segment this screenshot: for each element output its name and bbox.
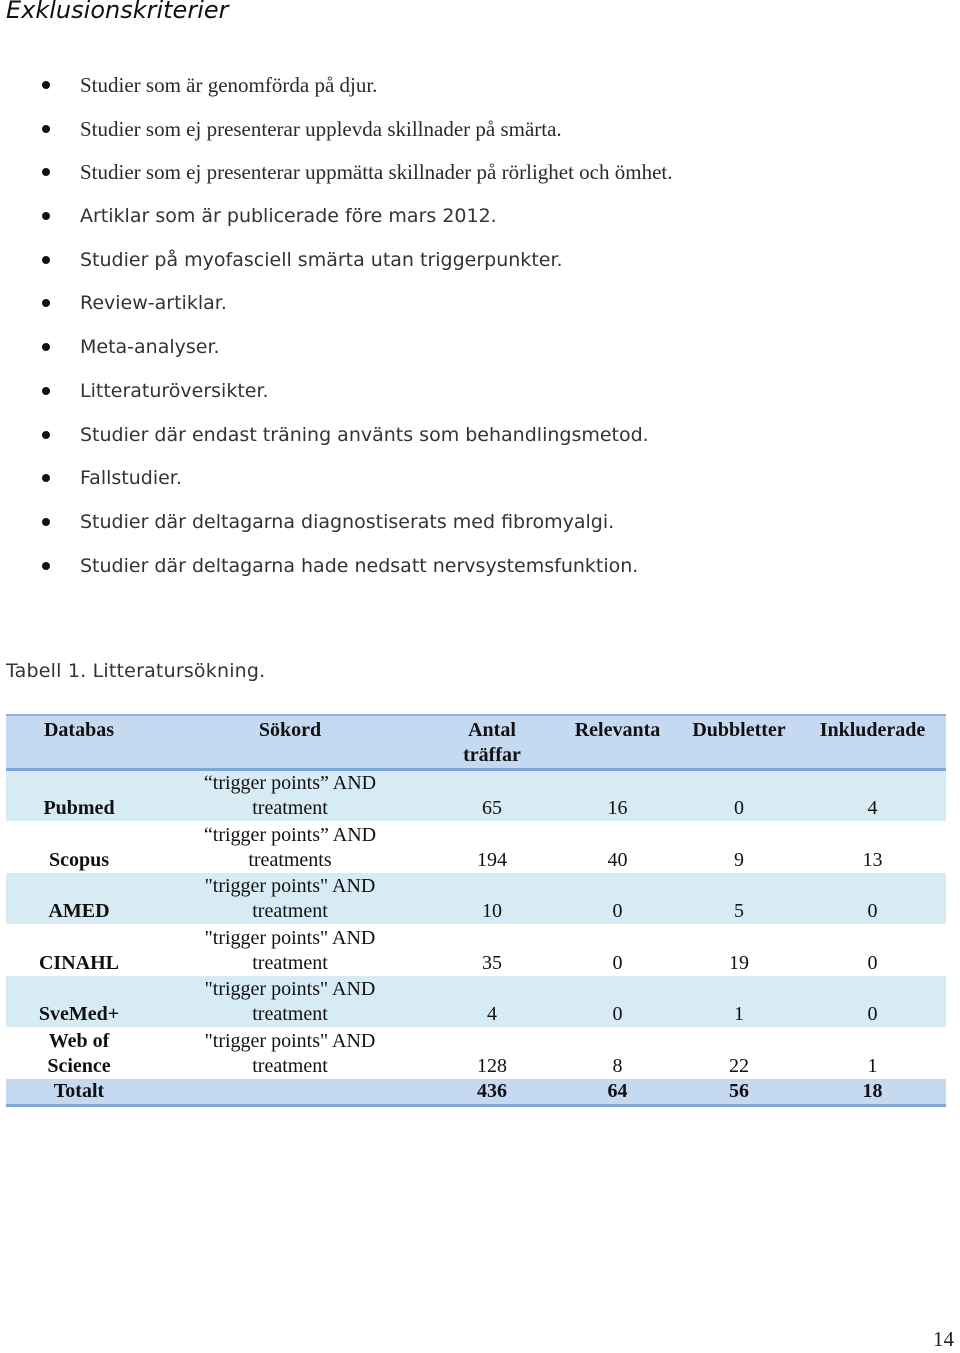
table-row — [6, 770, 946, 822]
terms-line2: treatments — [248, 848, 332, 871]
terms-line1: “trigger points” AND — [203, 823, 377, 846]
page-number: 14 — [933, 1327, 954, 1351]
cell-sokord — [152, 1027, 428, 1079]
cell-total-relevanta: 64 — [607, 1079, 628, 1102]
cell-dubbletter: 1 — [734, 1003, 744, 1025]
bullet-icon — [42, 518, 50, 526]
cell-total-sokord — [152, 1079, 428, 1106]
cell-inkluderade: 0 — [867, 1003, 878, 1025]
terms-line2: treatment — [252, 1054, 328, 1077]
db-line1: Web of — [48, 1029, 110, 1052]
list-item — [0, 153, 673, 197]
cell-total-inkluderade: 18 — [862, 1079, 883, 1102]
cell-relevanta: 40 — [607, 848, 628, 871]
cell-inkluderade: 0 — [867, 951, 878, 974]
db-line2: AMED — [48, 900, 110, 922]
list-item — [0, 197, 673, 241]
header-sokord: Sökord — [258, 719, 322, 741]
cell-antal: 194 — [477, 848, 507, 871]
cell-relevanta: 0 — [612, 1003, 623, 1025]
db-line2: CINAHL — [38, 951, 119, 974]
header-inkluderade: Inkluderade — [819, 719, 926, 741]
list-item — [0, 110, 673, 154]
cell-total-antal: 436 — [477, 1079, 507, 1102]
cell-inkluderade: 13 — [862, 848, 883, 871]
cell-sokord — [152, 976, 428, 1028]
cell-inkluderade: 4 — [867, 797, 878, 819]
list-item-text: Studier som är genomförda på djur. — [80, 73, 378, 97]
cell-relevanta: 16 — [607, 797, 628, 819]
cell-antal: 128 — [477, 1054, 507, 1077]
list-item-text: Review-artiklar. — [80, 292, 227, 315]
bullet-icon — [42, 256, 50, 264]
terms-line2: treatment — [252, 900, 328, 922]
table-row — [6, 924, 946, 976]
list-item-text: Studier där deltagarna diagnostiserats med fibromyalgi. — [80, 510, 615, 533]
literature-search-table — [6, 714, 946, 1107]
list-item-text: Litteraturöversikter. — [80, 379, 269, 402]
list-item — [0, 66, 673, 110]
bullet-icon — [42, 168, 50, 176]
bullet-icon — [42, 125, 50, 133]
cell-databas — [6, 873, 152, 925]
cell-antal: 10 — [482, 900, 502, 922]
cell-dubbletter: 0 — [734, 797, 744, 819]
cell-databas — [6, 770, 152, 822]
cell-relevanta: 8 — [612, 1054, 623, 1077]
cell-dubbletter: 22 — [729, 1054, 749, 1077]
section-heading: Exklusionskriterier — [6, 0, 229, 24]
list-item — [0, 372, 673, 416]
bullet-icon — [42, 387, 50, 395]
cell-sokord — [152, 924, 428, 976]
terms-line1: "trigger points" AND — [204, 1029, 376, 1052]
terms-line2: treatment — [252, 797, 328, 819]
terms-line1: "trigger points" AND — [204, 875, 376, 897]
list-item-text: Studier på myofasciell smärta utan triggerpunkter. — [80, 248, 563, 271]
bullet-icon — [42, 212, 50, 220]
cell-databas — [6, 821, 152, 873]
table-row — [6, 821, 946, 873]
cell-sokord — [152, 873, 428, 925]
bullet-icon — [42, 343, 50, 351]
header-databas: Databas — [43, 719, 114, 741]
cell-relevanta: 0 — [612, 951, 623, 974]
list-item-text: Studier där deltagarna hade nedsatt nervsystemsfunktion. — [80, 554, 639, 577]
cell-total-dubbletter: 56 — [729, 1079, 749, 1102]
terms-line2: treatment — [252, 1003, 328, 1025]
cell-inkluderade: 1 — [867, 1054, 878, 1077]
db-line2: Science — [47, 1054, 111, 1077]
cell-dubbletter: 19 — [729, 951, 749, 974]
cell-sokord — [152, 821, 428, 873]
header-antal-traffar — [428, 715, 556, 770]
bullet-icon — [42, 562, 50, 570]
table-row — [6, 1027, 946, 1079]
db-line2: Pubmed — [43, 797, 115, 819]
terms-line1: "trigger points" AND — [204, 926, 376, 949]
cell-antal: 35 — [482, 951, 502, 974]
list-item — [0, 284, 673, 328]
list-item-text: Studier som ej presenterar upplevda skillnader på smärta. — [80, 116, 562, 141]
list-item — [0, 459, 673, 503]
list-item-text: Artiklar som är publicerade före mars 2012. — [80, 205, 497, 228]
terms-line1: “trigger points” AND — [203, 772, 377, 794]
header-antal-line2: träffar — [463, 744, 521, 766]
table-total-row — [6, 1079, 946, 1106]
header-relevanta: Relevanta — [574, 719, 661, 741]
terms-line2: treatment — [252, 951, 328, 974]
list-item-text: Fallstudier. — [80, 467, 182, 490]
list-item-text: Meta-analyser. — [80, 336, 220, 359]
list-item — [0, 416, 673, 460]
db-line2: SveMed+ — [38, 1003, 120, 1025]
cell-total-label: Totalt — [53, 1079, 105, 1102]
list-item-text: Studier där endast träning använts som behandlingsmetod. — [80, 423, 649, 446]
cell-dubbletter: 5 — [734, 900, 744, 922]
cell-antal: 65 — [482, 797, 502, 819]
table-row — [6, 976, 946, 1028]
bullet-icon — [42, 81, 50, 89]
terms-line1: "trigger points" AND — [204, 978, 376, 1000]
list-item — [0, 547, 673, 591]
bullet-icon — [42, 431, 50, 439]
cell-antal: 4 — [487, 1003, 497, 1025]
cell-databas — [6, 976, 152, 1028]
cell-sokord — [152, 770, 428, 822]
list-item — [0, 328, 673, 372]
cell-relevanta: 0 — [612, 900, 623, 922]
header-dubbletter: Dubbletter — [692, 719, 786, 741]
table-header-row — [6, 715, 946, 770]
cell-databas — [6, 924, 152, 976]
list-item — [0, 503, 673, 547]
list-item — [0, 241, 673, 285]
cell-dubbletter: 9 — [734, 848, 744, 871]
header-antal-line1: Antal — [468, 719, 516, 741]
table-row — [6, 873, 946, 925]
cell-inkluderade: 0 — [867, 900, 878, 922]
bullet-icon — [42, 299, 50, 307]
db-line2: Scopus — [48, 848, 110, 871]
bullet-icon — [42, 474, 50, 482]
list-item-text: Studier som ej presenterar uppmätta skillnader på rörlighet och ömhet. — [80, 160, 673, 185]
table-caption: Tabell 1. Litteratursökning. — [6, 660, 266, 682]
exclusion-criteria-list — [0, 66, 673, 590]
cell-databas — [6, 1027, 152, 1079]
